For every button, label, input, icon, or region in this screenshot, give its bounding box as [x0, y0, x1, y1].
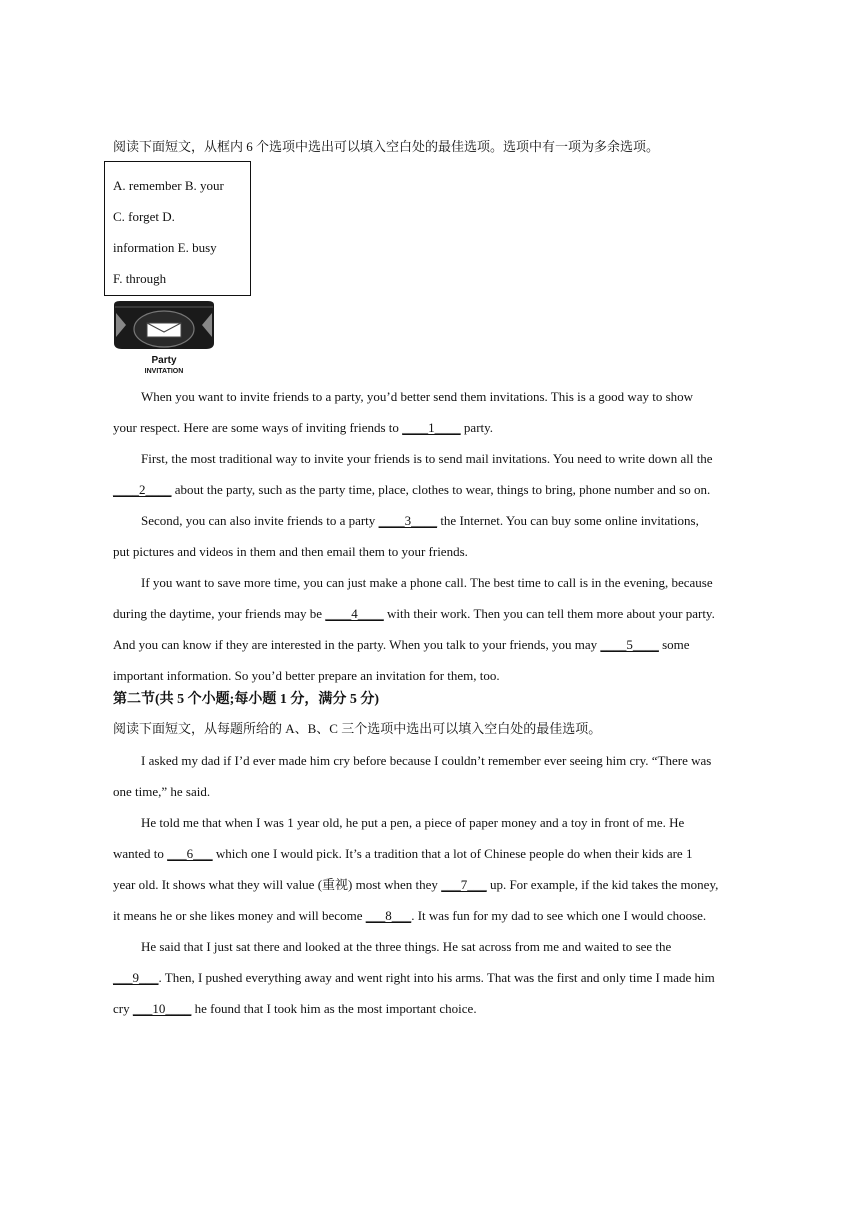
text-run: . It was fun for my dad to see which one I would choose. [411, 908, 707, 923]
option-box [104, 161, 251, 296]
text-line [113, 543, 468, 560]
text-run: your respect. Here are some ways of inviting friends to [113, 420, 403, 435]
text-run: When you want to invite friends to a party, you’d better send them invitations. This is a good way to show [141, 389, 694, 404]
text-run: important information. So you’d better prepare an invitation for them, too. [113, 668, 500, 683]
section1-instruction: 阅读下面短文，从框内 6 个选项中选出可以填入空白处的最佳选项。选项中有一项为多余选项。 [113, 139, 660, 154]
text-run: I asked my dad if I’d ever made him cry before because I couldn’t remember ever seeing him cry. “There was [141, 753, 712, 768]
answer-blank: ____5____ [600, 637, 659, 652]
text-line [113, 636, 690, 653]
answer-blank: ____3____ [378, 513, 438, 528]
text-line [141, 574, 713, 591]
text-line [113, 783, 210, 800]
option-line: C. forget D. [113, 209, 175, 224]
option-line: A. remember B. your [113, 178, 224, 193]
text-run: party. [460, 420, 494, 435]
answer-blank: ____1____ [402, 420, 461, 435]
text-run: wanted to [113, 846, 168, 861]
text-run: . Then, I pushed everything away and went right into his arms. That was the first and only time I made him [158, 970, 715, 985]
text-line [113, 907, 706, 924]
text-line [113, 969, 715, 986]
section2-heading: 第二节(共 5 个小题;每小题 1 分，满分 5 分) [113, 692, 379, 707]
answer-blank: ___7___ [441, 877, 487, 892]
text-run: cry [113, 1001, 133, 1016]
option-line: F. through [113, 271, 167, 286]
text-run: some [658, 637, 690, 652]
text-run: First, the most traditional way to invite your friends is to send mail invitations. You need to write down all the [141, 451, 713, 466]
text-line [141, 752, 711, 769]
text-run: he found that I took him as the most important choice. [191, 1001, 477, 1016]
logo-text-invitation: INVITATION [144, 368, 184, 375]
text-line [141, 938, 671, 955]
text-line [113, 481, 710, 498]
text-run: about the party, such as the party time, place, clothes to wear, things to bring, phone number and so on. [171, 482, 711, 497]
text-run: one time,” he said. [113, 784, 211, 799]
text-line [141, 814, 684, 831]
option-line: information E. busy [113, 240, 217, 255]
text-run: He told me that when I was 1 year old, he put a pen, a piece of paper money and a toy in front of me. He [141, 815, 685, 830]
text-run: He said that I just sat there and looked at the three things. He sat across from me and waited to see the [141, 939, 672, 954]
text-run: If you want to save more time, you can just make a phone call. The best time to call is in the evening, because [141, 575, 713, 590]
text-run: year old. It shows what they will value (重视) most when they [113, 877, 442, 892]
text-run: up. For example, if the kid takes the money, [486, 877, 719, 892]
text-line [141, 388, 693, 405]
text-line [113, 605, 715, 622]
answer-blank: ___6___ [167, 846, 213, 861]
text-line [113, 419, 493, 436]
text-line [113, 667, 500, 684]
answer-blank: ____2____ [113, 482, 172, 497]
text-run: put pictures and videos in them and then email them to your friends. [113, 544, 468, 559]
text-run: Second, you can also invite friends to a party [141, 513, 379, 528]
answer-blank: ___9___ [113, 970, 159, 985]
section2-instruction: 阅读下面短文，从每题所给的 A、B、C 三个选项中选出可以填入空白处的最佳选项。 [113, 721, 602, 736]
party-invitation-logo [112, 299, 216, 375]
text-run: it means he or she likes money and will become [113, 908, 366, 923]
text-run: with their work. Then you can tell them more about your party. [383, 606, 715, 621]
text-line [141, 450, 713, 467]
text-line [113, 845, 692, 862]
text-run: which one I would pick. It’s a tradition that a lot of Chinese people do when their kids are 1 [212, 846, 693, 861]
answer-blank: ___10____ [132, 1001, 192, 1016]
text-line [141, 512, 699, 529]
logo-text-party: Party [151, 355, 177, 366]
answer-blank: ____4____ [325, 606, 384, 621]
text-run: the Internet. You can buy some online invitations, [437, 513, 699, 528]
text-line [113, 1000, 477, 1017]
text-run: And you can know if they are interested in the party. When you talk to your friends, you may [113, 637, 601, 652]
answer-blank: ___8___ [365, 908, 412, 923]
text-run: during the daytime, your friends may be [113, 606, 326, 621]
text-line [113, 876, 718, 893]
